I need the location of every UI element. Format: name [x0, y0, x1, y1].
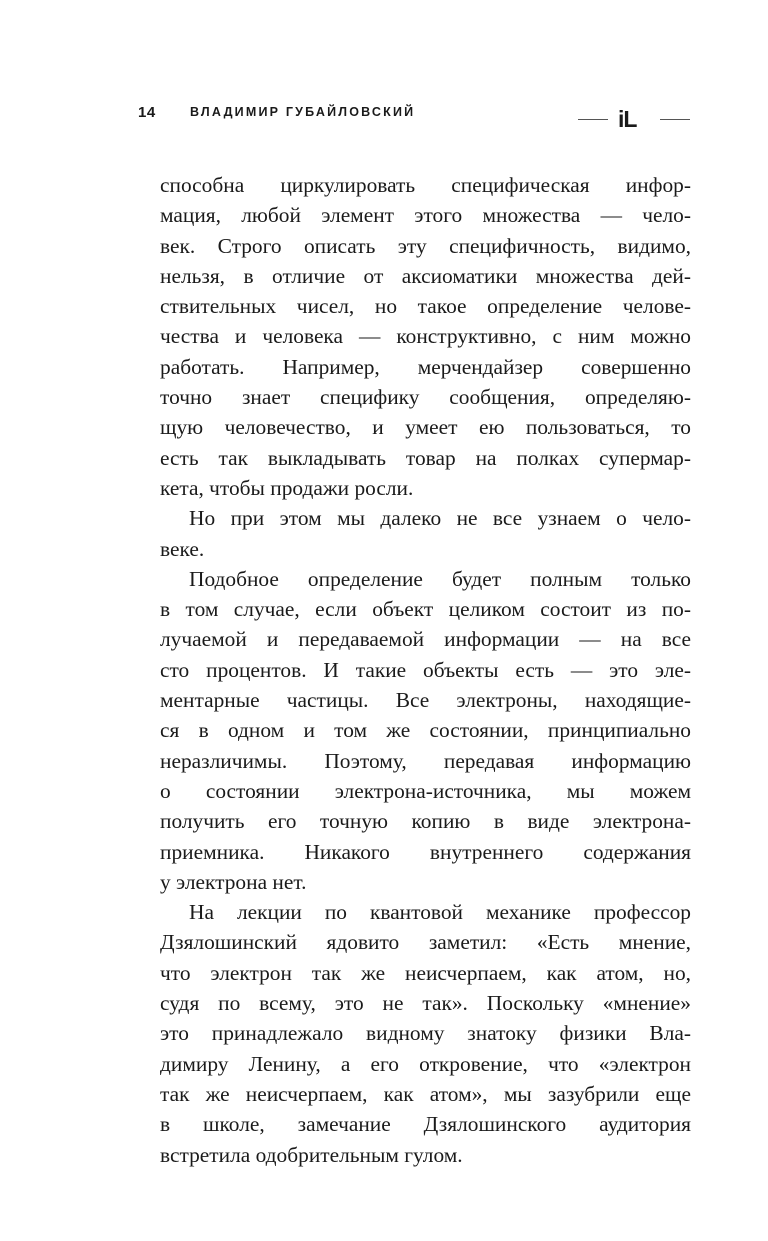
paragraph-1	[160, 170, 691, 503]
text-line: есть так выкладывать товар на полках супермар-	[160, 445, 691, 470]
text-line: ся в одном и том же состоянии, принципиально	[160, 718, 691, 743]
text-line: о состоянии электрона-источника, мы можем	[160, 778, 691, 803]
publisher-logo-text: iL	[618, 106, 637, 132]
text-line: димиру Ленину, а его откровение, что «электрон	[160, 1051, 691, 1076]
text-line: На лекции по квантовой механике профессор	[189, 900, 691, 925]
text-line: Но при этом мы далеко не все узнаем о чело-	[189, 506, 691, 531]
paragraph-2	[160, 503, 691, 564]
text-line: мация, любой элемент этого множества — чело-	[160, 203, 691, 228]
text-line: так же неисчерпаем, как атом», мы зазубрили еще	[160, 1081, 691, 1106]
page-number: 14	[138, 104, 156, 121]
text-line: сто процентов. И такие объекты есть — это эле-	[160, 657, 691, 682]
text-line: нельзя, в отличие от аксиоматики множества дей-	[160, 263, 691, 288]
text-line: неразличимы. Поэтому, передавая информацию	[160, 748, 691, 773]
paragraph-3	[160, 564, 691, 897]
text-line: век. Строго описать эту специфичность, видимо,	[160, 233, 691, 258]
running-head	[138, 104, 698, 134]
text-line: работать. Например, мерчендайзер совершенно	[160, 354, 691, 379]
text-line: это принадлежало видному знатоку физики Вла-	[160, 1021, 691, 1046]
text-line: что электрон так же неисчерпаем, как атом, но,	[160, 960, 691, 985]
text-line: получить его точную копию в виде электрона-	[160, 809, 691, 834]
text-line: судя по всему, это не так». Поскольку «мнение»	[160, 991, 691, 1016]
text-line: точно знает специфику сообщения, определяю-	[160, 385, 691, 410]
text-line: веке.	[160, 536, 205, 561]
text-line: способна циркулировать специфическая инфор-	[160, 173, 691, 197]
text-line: ствительных чисел, но такое определение челове-	[160, 294, 691, 319]
text-line: чества и человека — конструктивно, с ним можно	[160, 324, 691, 349]
logo-rule-right	[660, 119, 690, 120]
text-line: лучаемой и передаваемой информации — на все	[160, 627, 691, 652]
text-line: Подобное определение будет полным только	[189, 566, 691, 591]
text-line: Дзялошинский ядовито заметил: «Есть мнение,	[160, 930, 691, 955]
text-line: в том случае, если объект целиком состоит из по-	[160, 597, 691, 622]
body-text	[160, 170, 691, 1170]
text-line: встретила одобрительным гулом.	[160, 1142, 463, 1167]
paragraph-4	[160, 897, 691, 1170]
text-line: ментарные частицы. Все электроны, находящие-	[160, 688, 691, 713]
text-line: кета, чтобы продажи росли.	[160, 475, 414, 500]
text-line: щую человечество, и умеет ею пользоваться, то	[160, 415, 691, 440]
text-line: приемника. Никакого внутреннего содержания	[160, 839, 691, 864]
text-line: у электрона нет.	[160, 869, 307, 894]
author-name: ВЛАДИМИР ГУБАЙЛОВСКИЙ	[190, 105, 416, 119]
logo-rule-left	[578, 119, 608, 120]
text-line: в школе, замечание Дзялошинского аудитория	[160, 1112, 691, 1137]
publisher-logo	[574, 106, 694, 132]
